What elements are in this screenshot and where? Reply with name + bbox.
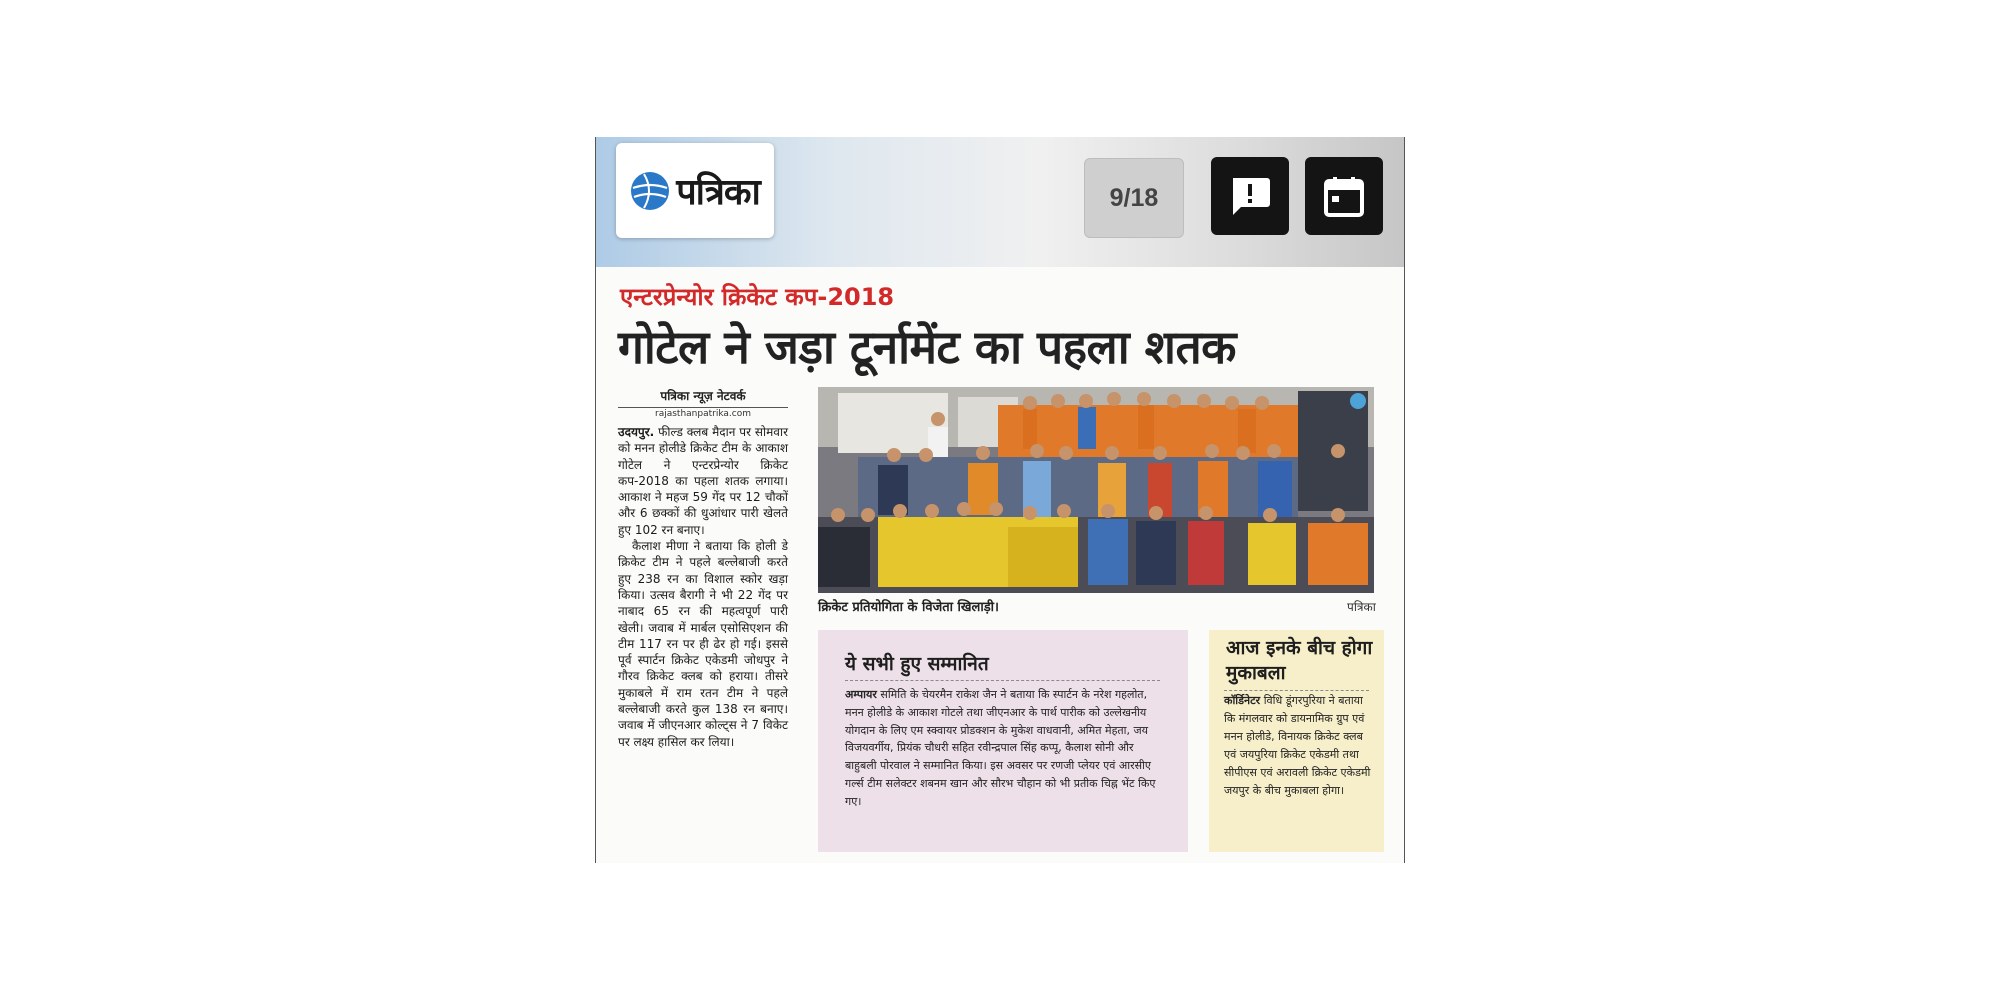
article-body-column [618,387,788,750]
match-body: विधि डूंगरपुरिया ने बताया कि मंगलवार को डायनामिक ग्रुप एवं मनन होलीडे, विनायक क्रिकेट क्लब एवं जयपुरिया क्रिकेट एकेडमी तथा सीपीएस एवं अरावली क्रिकेट एकेडमी जयपुर के बीच मुकाबला होगा। [1224,694,1371,797]
team-photo [818,387,1374,593]
feedback-icon [1227,173,1273,219]
match-sidebar [1209,630,1384,852]
viewer-toolbar [596,137,1404,267]
article-headline: गोटेल ने जड़ा टूर्नामेंट का पहला शतक [618,320,1237,374]
honors-body: समिति के चेयरमैन राकेश जैन ने बताया कि स्पार्टन के नरेश गहलोत, मनन होलीडे के आकाश गोटले तथा जीएनआर के पार्थ पारीक को उल्लेखनीय योगदान के लिए एम स्क्वायर प्रोडक्शन के मुकेश वाधवानी, अमित मेहता, जय विजयवर्गीय, प्रियंक चौधरी सहित रवीन्द्रपाल सिंह कप्पू, कैलाश सोनी और बाहुबली पोरवाल ने सम्मानित किया। इस अवसर पर रणजी प्लेयर एवं आरसीए गर्ल्स टीम सलेक्टर शबनम खान और सौरभ चौहान को भी प्रतीक चिह्न भेंट किए गए। [845,688,1156,808]
patrika-logo[interactable] [616,143,774,238]
middle-row [858,457,1298,517]
article-kicker: एन्टरप्रेन्योर क्रिकेट कप-2018 [620,283,895,311]
newspaper-page [595,137,1405,863]
byline-divider [618,407,788,408]
match-divider [1224,690,1369,691]
match-lead: कॉर्डिनेटर [1224,694,1261,707]
globe-icon [630,171,670,211]
logo-text: पत्रिका [676,172,760,213]
photo-caption: क्रिकेट प्रतियोगिता के विजेता खिलाड़ी। [818,600,999,615]
match-title: आज इनके बीच होगा मुकाबला [1226,637,1373,684]
honors-lead: अम्पायर [845,688,877,701]
byline: पत्रिका न्यूज़ नेटवर्क [660,389,746,403]
page-counter[interactable]: 9/18 [1084,158,1184,238]
calendar-button[interactable] [1305,157,1383,235]
dateline: उदयपुर. [618,425,655,439]
paragraph-1-text: फील्ड क्लब मैदान पर सोमवार को मनन होलीडे क्रिकेट टीम के आकाश गोटेल ने एन्टरप्रेन्योर क्रिकेट कप-2018 का पहला शतक लगाया। आकाश ने महज 59 गेंद पर 12 चौकों और 6 छक्कों की धुआंधार पारी खेलते हुए 102 रन बनाए। [618,425,788,537]
honors-sidebar [818,630,1188,852]
calendar-icon [1321,173,1367,219]
match-text [1224,692,1372,799]
honors-divider [845,680,1160,681]
feedback-button[interactable] [1211,157,1289,235]
byline-site: rajasthanpatrika.com [655,409,751,419]
team-photo-illustration [818,387,1374,593]
honors-title: ये सभी हुए सम्मानित [845,653,989,675]
article-body [618,424,788,750]
front-row [818,517,1374,593]
photo-credit: पत्रिका [1347,600,1376,614]
honors-text [845,686,1163,811]
article-paragraph-1 [618,424,788,538]
article-paragraph-2: कैलाश मीणा ने बताया कि होली डे क्रिकेट टीम ने पहले बल्लेबाजी करते हुए 238 रन का विशाल स्कोर खड़ा किया। उत्सव बैरागी ने भी 22 गेंद पर नाबाद 65 रन की महत्वपूर्ण पारी खेली। जवाब में मार्बल एसोसिएशन की टीम 117 रन पर ही ढेर हो गई। इससे पूर्व स्पार्टन क्रिकेट एकेडमी जोधपुर ने गौरव क्रिकेट क्लब को हराया। तीसरे मुकाबले में राम रतन टीम ने पहले बल्लेबाजी करते कुल 138 रन बनाए। जवाब में जीएनआर कोल्ट्स ने 7 विकेट पर लक्ष्य हासिल कर लिया। [618,539,788,749]
